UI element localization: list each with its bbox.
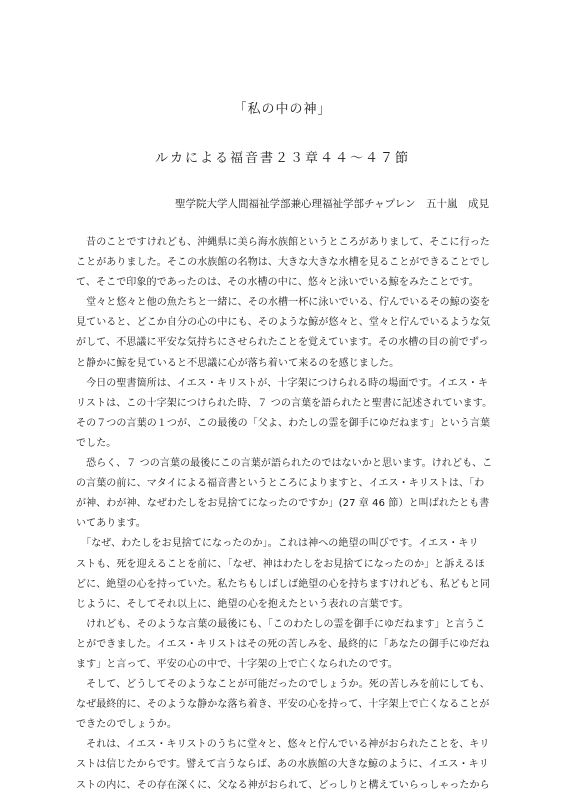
body-line: それは、イエス・キリストのうちに堂々と、悠々と佇んでいる神がおられたことを、キリ xyxy=(76,739,490,751)
body-line: 昔のことですけれども、沖縄県に美ら海水族館というところがありまして、そこに行った xyxy=(76,237,490,248)
body-line: ストは信じたからです。譬えて言うならば、あの水族館の大きな鯨のように、イエス・キリ xyxy=(76,759,489,771)
body-line: ます」と言って、平安の心の中で、十字架の上で亡くなられたのです。 xyxy=(76,658,398,670)
body-line: リストは、この十字架につけられた時、７ つの言葉を語られたと聖書に記述されています。 xyxy=(76,397,493,409)
sermon-title: 「私の中の神」 xyxy=(233,102,332,117)
body-line: と静かに鯨を見ていると不思議に心が落ち着いて来るのを感じました。 xyxy=(76,357,400,369)
body-line: とができました。イエス・キリストはその死の苦しみを、最終的に「あなたの御手にゆだね xyxy=(76,638,490,650)
body-line: その７つの言葉の１つが、この最後の「父よ、わたしの霊を御手にゆだねます」という言葉 xyxy=(76,417,491,429)
body-line: て、そこで印象的であったのは、その水槽の中に、悠々と泳いでいる鯨をみたことです。 xyxy=(76,277,479,289)
body-line: が神、わが神、なぜわたしをお見捨てになったのですか」(27 章 46 節）と叫ばれたとも書 xyxy=(76,498,490,510)
body-line: ことがありました。そこの水族館の名物は、大きな大きな水槽を見ることができることでし xyxy=(76,257,491,269)
body-line: の言葉の前に、マタイによる福音書というところによりますと、イエス・キリストは、「わ xyxy=(76,478,485,490)
body-line: 堂々と悠々と他の魚たちと一緒に、その水槽一杯に泳いでいる、佇んでいるその鯨の姿を xyxy=(76,297,491,309)
body-line: なぜ最終的に、そのような静かな落ち着き、平安の心を持って、十字架上で亡くなることが xyxy=(76,699,490,711)
body-line: ストの内に、その存在深くに、父なる神がおられて、どっしりと構えていらっしゃったから xyxy=(76,779,490,791)
body-line: けれども、そのような言葉の最後にも、「このわたしの霊を御手にゆだねます」と言うこ xyxy=(76,618,486,630)
body-line: ストも、死を迎えることを前に、「なぜ、神はわたしをお見捨てになったのか」と訴えるほ xyxy=(76,558,485,570)
body-line: じように、そしてそれ以上に、絶望の心を抱えたという表れの言葉です。 xyxy=(76,598,409,610)
body-line: でした。 xyxy=(76,437,117,449)
body-line: 見ていると、どこか自分の心の中にも、そのような鯨が悠々と、堂々と佇んでいるような気 xyxy=(76,317,491,329)
sermon-body xyxy=(76,233,494,796)
body-line: 今日の聖書箇所は、イエス・キリストが、十字架につけられる時の場面です。イエス・キ xyxy=(76,377,489,389)
body-line: がして、不思議に平安な気持ちにさせられたことを覚えています。その水槽の目の前でずっ xyxy=(76,337,489,349)
body-line: どに、絶望の心を持っていた。私たちもしばしば絶望の心を持ちますけれども、私どもと同 xyxy=(76,578,491,590)
body-line: そして、どうしてそのようなことが可能だったのでしょうか。死の苦しみを前にしても、 xyxy=(76,679,490,691)
body-line: 恐らく、７ つの言葉の最後にこの言葉が語られたのではないかと思います。けれども、こ xyxy=(76,458,493,470)
body-line: 「なぜ、わたしをお見捨てになったのか」。これは神への絶望の叫びです。イエス・キリ xyxy=(76,538,479,550)
scripture-reference: ルカによる福音書２３章４４～４７節 xyxy=(154,151,410,166)
body-line: いてあります。 xyxy=(76,518,146,530)
body-line: できたのでしょうか。 xyxy=(76,719,177,731)
author-line: 聖学院大学人間福祉学部兼心理福祉学部チャプレン 五十嵐 成見 xyxy=(174,198,489,210)
